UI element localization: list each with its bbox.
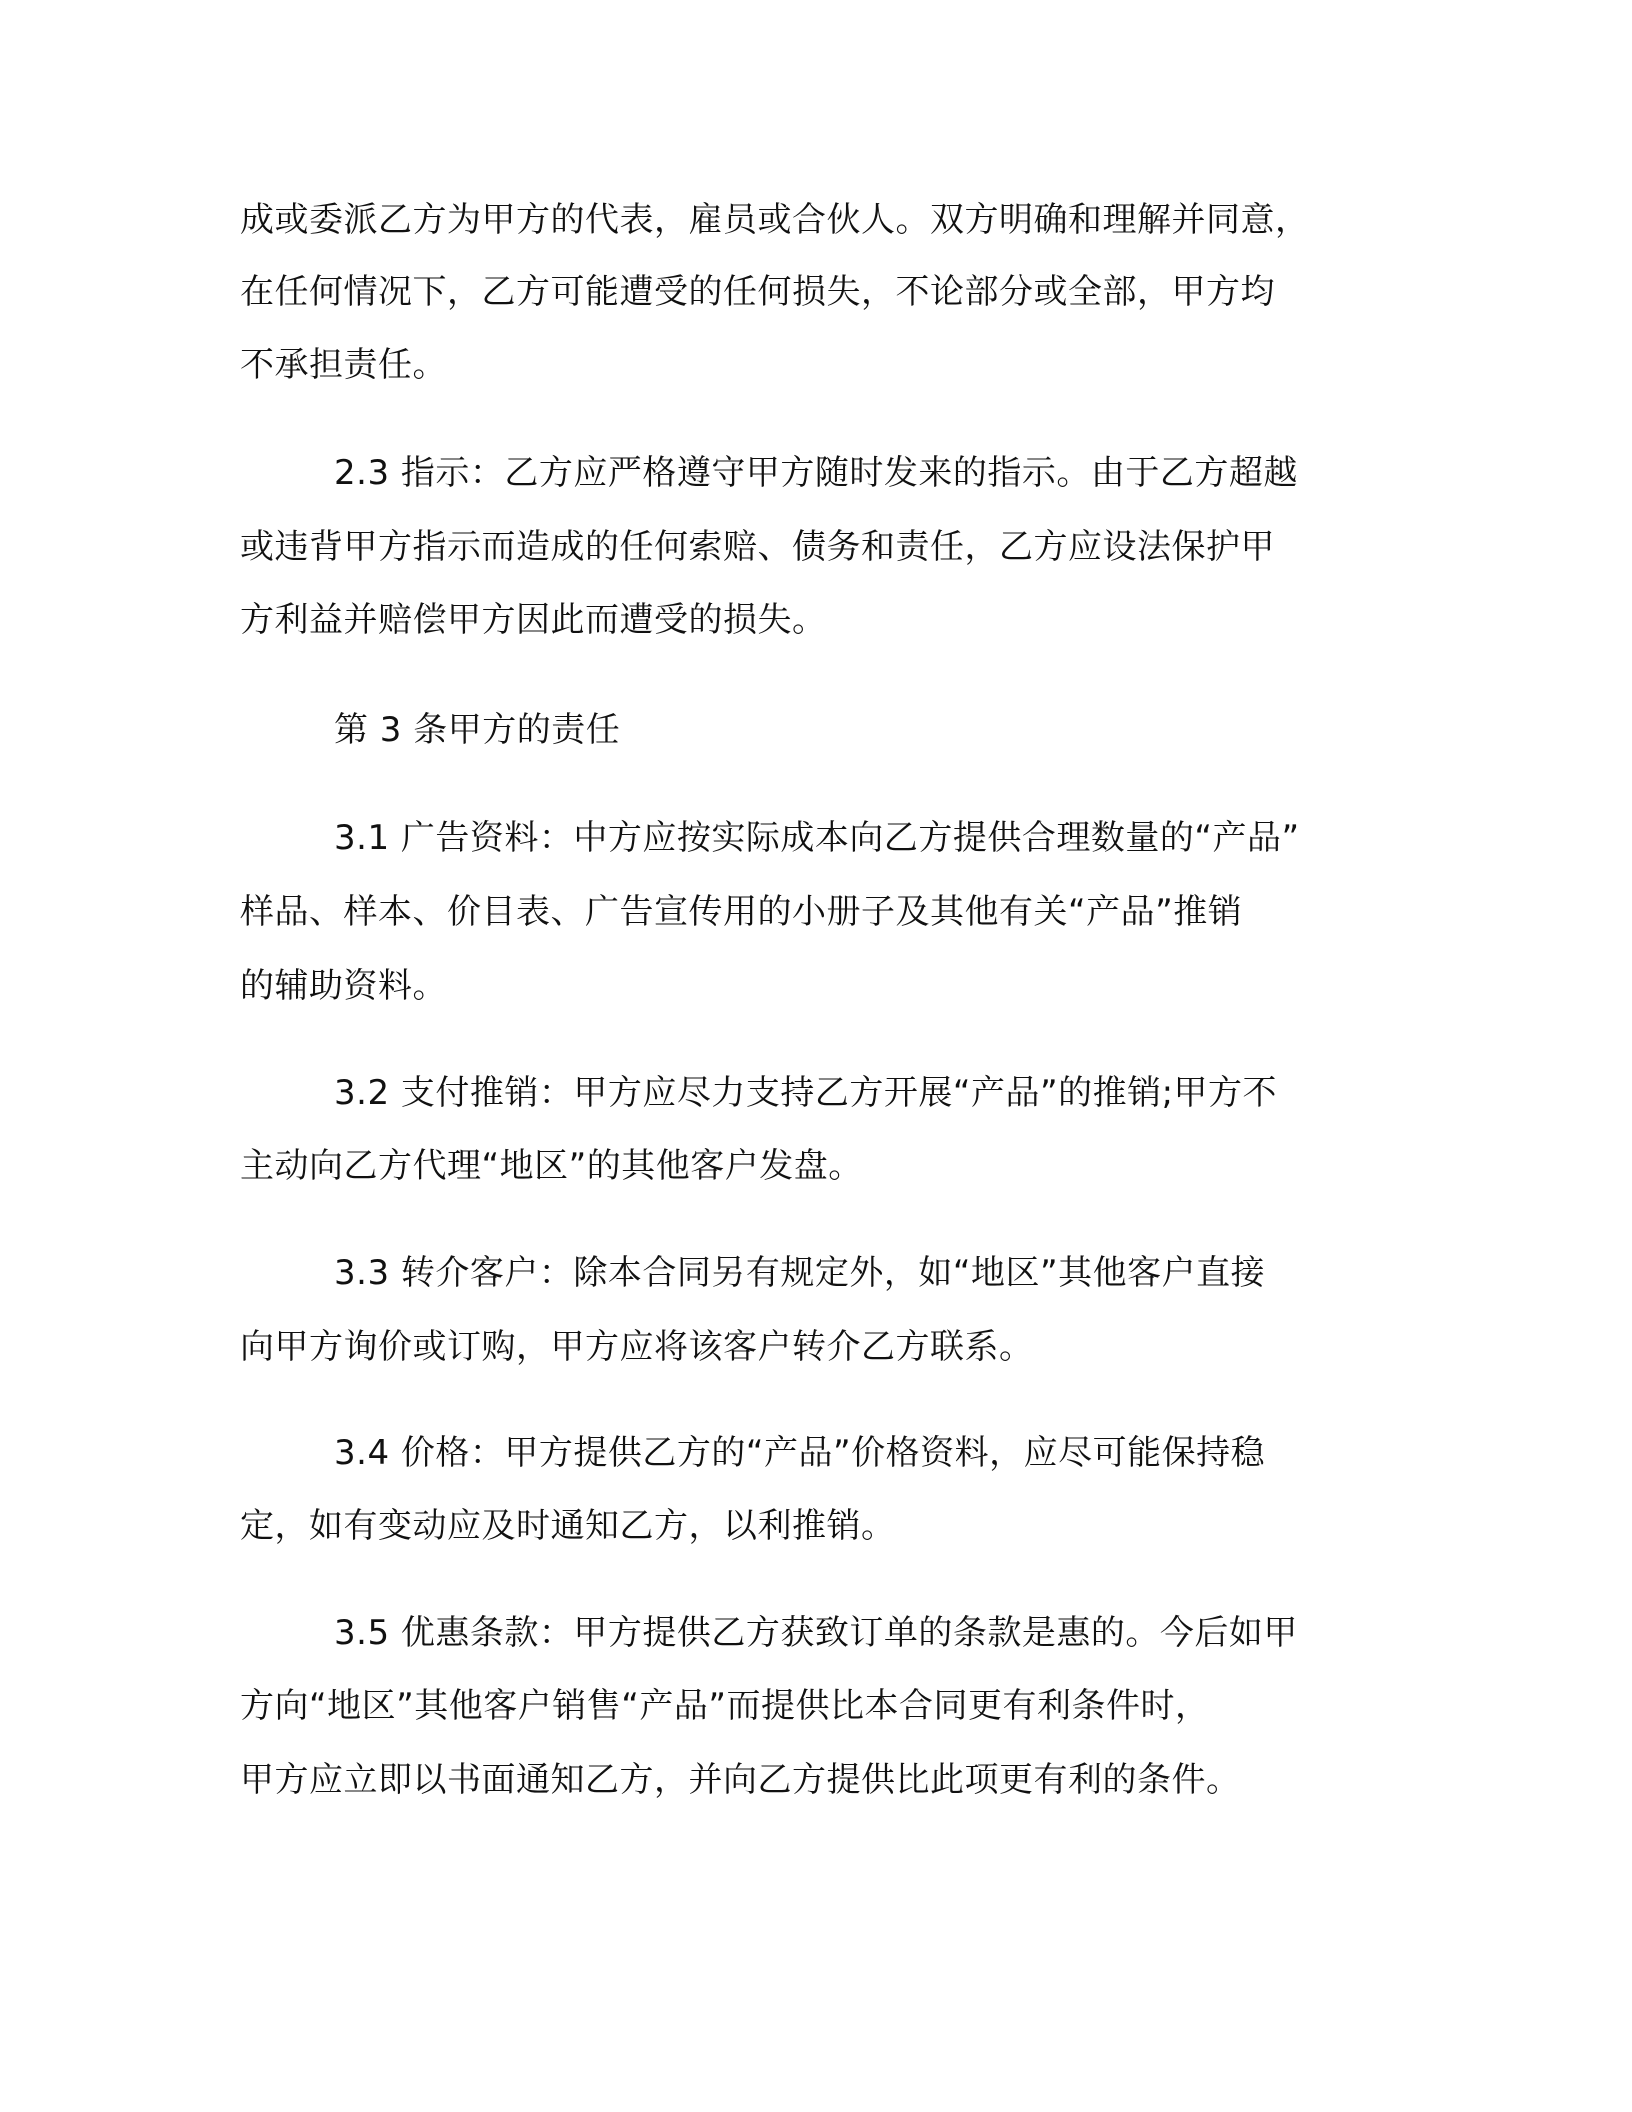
para-3-1-line-2: 样品、样本、价目表、广告宣传用的小册子及其他有关“产品”推销 [240,892,1243,932]
para-3-3-line-1: 3.3 转介客户：除本合同另有规定外，如“地区”其他客户直接 [334,1253,1266,1293]
para-2-3-line-1: 2.3 指示：乙方应严格遵守甲方随时发来的指示。由于乙方超越 [334,453,1298,493]
para-2-3-line-2: 或违背甲方指示而造成的任何索赔、债务和责任，乙方应设法保护甲 [240,527,1275,567]
para-2-3-line-3: 方利益并赔偿甲方因此而遭受的损失。 [240,600,827,640]
para-2-2-line-1: 成或委派乙方为甲方的代表，雇员或合伙人。双方明确和理解并同意， [240,200,1310,240]
para-3-4-line-1: 3.4 价格：甲方提供乙方的“产品”价格资料，应尽可能保持稳 [334,1433,1266,1473]
para-3-1-line-3: 的辅助资料。 [240,966,447,1006]
para-3-2-line-2: 主动向乙方代理“地区”的其他客户发盘。 [240,1146,863,1186]
para-3-2-line-1: 3.2 支付推销：甲方应尽力支持乙方开展“产品”的推销;甲方不 [334,1073,1278,1113]
para-3-1-line-1: 3.1 广告资料：中方应按实际成本向乙方提供合理数量的“产品” [334,818,1300,858]
para-3-5-line-1: 3.5 优惠条款：甲方提供乙方获致订单的条款是惠的。今后如甲 [334,1613,1298,1653]
para-3-5-line-2: 方向“地区”其他客户销售“产品”而提供比本合同更有利条件时， [240,1686,1210,1726]
section-3-heading: 第 3 条甲方的责任 [334,710,621,750]
para-2-2-line-2: 在任何情况下，乙方可能遭受的任何损失，不论部分或全部，甲方均 [240,272,1275,312]
para-3-3-line-2: 向甲方询价或订购，甲方应将该客户转介乙方联系。 [240,1327,1034,1367]
para-3-5-line-3: 甲方应立即以书面通知乙方，并向乙方提供比此项更有利的条件。 [240,1760,1241,1800]
para-3-4-line-2: 定，如有变动应及时通知乙方，以利推销。 [240,1506,896,1546]
para-2-2-line-3: 不承担责任。 [240,345,447,385]
